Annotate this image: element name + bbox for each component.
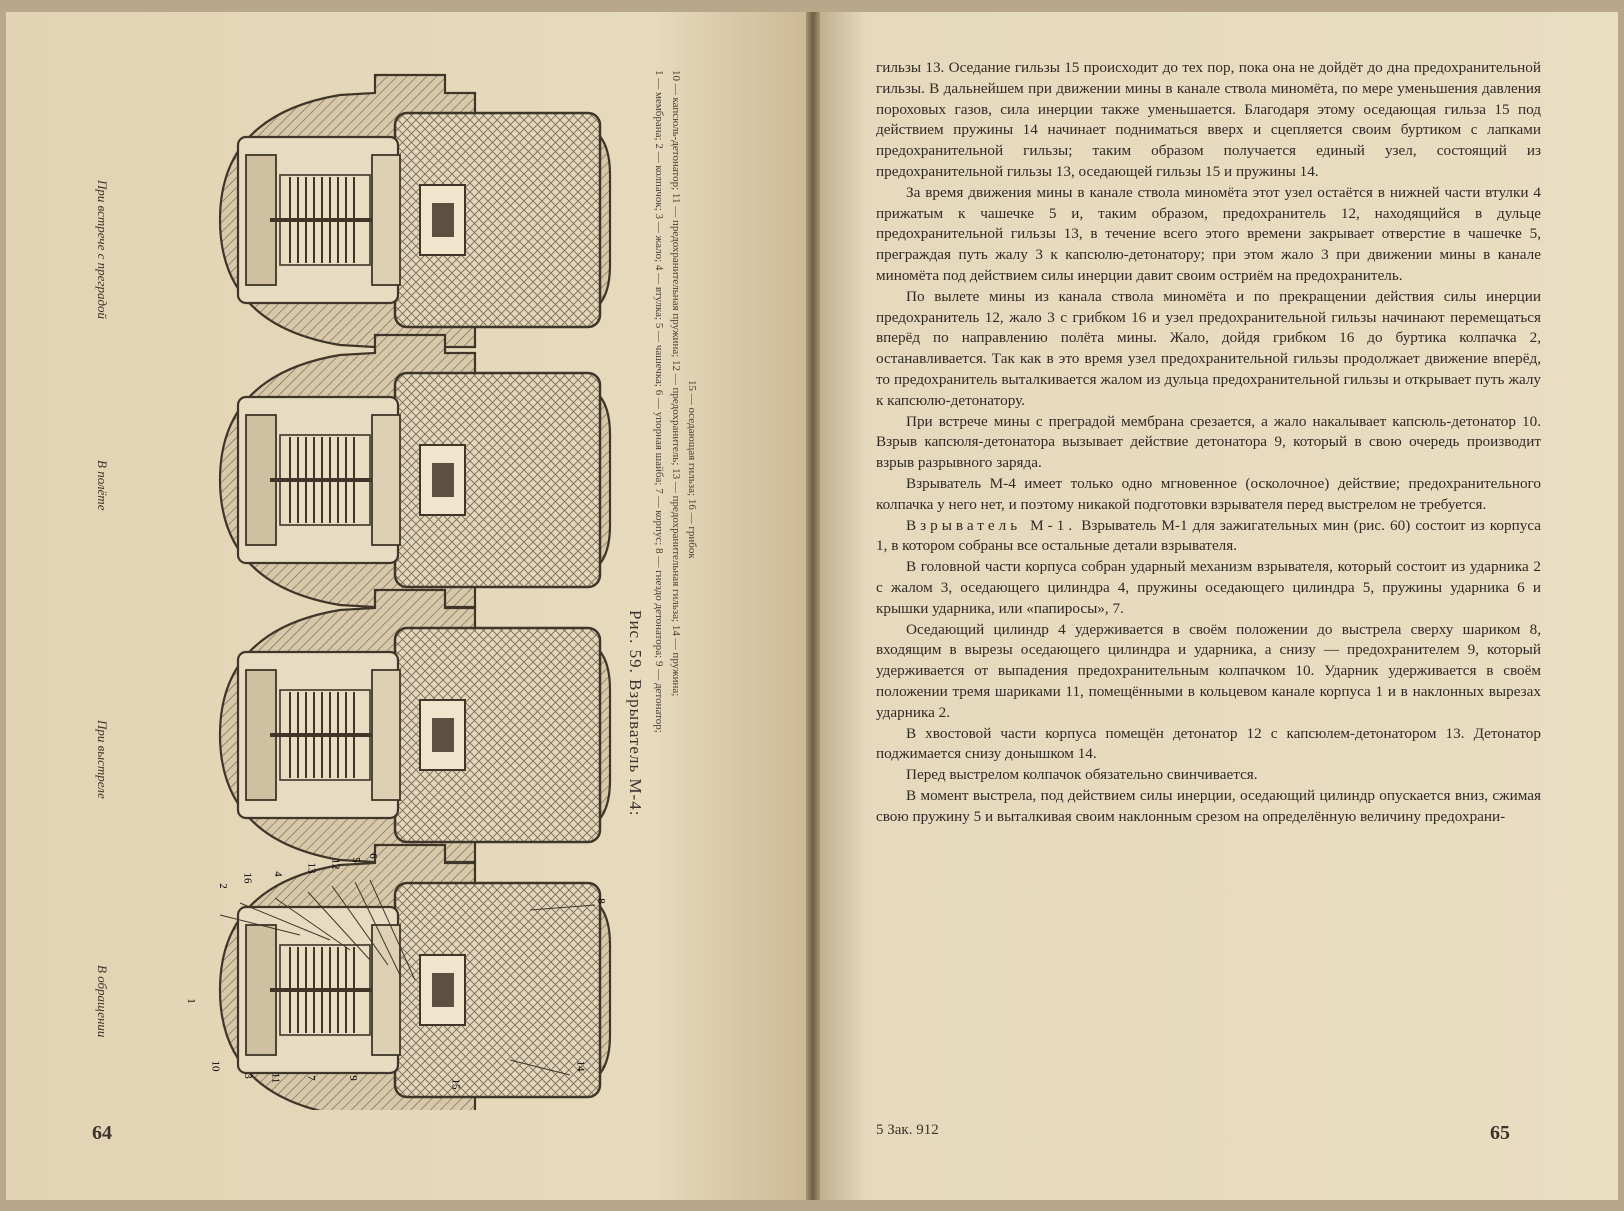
figure-caption: Рис. 59. Взрыватель М-4: <box>626 610 645 817</box>
callout-13: 13 <box>305 862 318 874</box>
paragraph: За время движения мины в канале ствола миномёта этот узел остаётся в нижней части втулки 4 прижатым к чашечке 5 и, таким образом, предохранитель 12, находящийся в дульце предохранительной гильзы 13, в течение всего этого времени закрывает отверстие в чашечке 5, преграждая путь жалу 3 к капсюлю-детонатору; при этом жало 3 при движении мины в канале миномёта под действием силы инерции давит своим остриём на предохранитель. <box>876 183 1541 284</box>
callout-12: 12 <box>329 858 342 870</box>
paragraph-m1-intro <box>876 516 1541 558</box>
view-label-barrier: При встрече с преградой <box>95 180 110 320</box>
callout-10: 10 <box>209 1060 222 1072</box>
view-label-firing: При выстреле <box>95 720 110 799</box>
paragraph: Взрыватель М-4 имеет только одно мгновенное (осколочное) действие; предохранительного колпачка у него нет, и поэтому никакой подготовки взрывателя перед выстрелом не требуется. <box>876 474 1541 513</box>
callout-1: 1 <box>184 998 197 1004</box>
callout-8: 8 <box>594 898 607 904</box>
callout-2: 2 <box>216 883 229 889</box>
paragraph: В хвостовой части корпуса помещён детонатор 12 с капсюлем-детонатором 13. Детонатор поджимается снизу донышком 14. <box>876 724 1541 763</box>
figure-legend-line-1: 1 — мембрана; 2 — колпачок; 3 — жало; 4 — втулка; 5 — чашечка; 6 — упорная шайба; 7 — корпус; 8 — гнездо детонатора; 9 — детонатор; <box>653 70 665 733</box>
callout-5: 5 <box>349 857 362 863</box>
callout-11: 11 <box>269 1072 282 1084</box>
callout-16: 16 <box>241 872 254 884</box>
callout-6: 6 <box>366 853 379 859</box>
figure-legend-line-3: 15 — оседающая гильза; 16 — грибок <box>686 380 698 559</box>
paragraph: гильзы 13. Оседание гильзы 15 происходит до тех пор, пока она не дойдёт до дна предохранительной гильзы. В дальнейшем при движении мины в канале ствола миномёта, по мере уменьшения давления пороховых газов, сила инерции также уменьшается. Благодаря этому оседающая гильза 15 под действием пружины 14 начинает подниматься вверх и сцепляется своим буртиком с лапками предохранительной гильзы; таким образом получается единый узел, состоящий из предохранительной гильзы 13, оседающей гильзы 15 и пружины 14. <box>876 59 1541 180</box>
book-gutter <box>806 12 820 1200</box>
body-text <box>876 58 1541 827</box>
paragraph: Перед выстрелом колпачок обязательно свинчивается. <box>906 766 1258 784</box>
view-label-flight: В полёте <box>95 460 110 511</box>
fuze-cutaway-drawings <box>70 60 710 1110</box>
printer-signature: 5 Зак. 912 <box>876 1122 939 1138</box>
paragraph: По вылете мины из канала ствола миномёта и по прекращении действия силы инерции предохранитель 12, жало 3 с грибком 16 и узел предохранительной гильзы начинают перемещаться вперёд по направлению полёта мины. Жало, дойдя грибком 16 до буртика колпачка 2, останавливается. Так как в это время узел предохранительной гильзы продолжает движение вперёд, то предохранитель выталкивается жалом из дульца предохранительной гильзы и открывает путь жалу к капсюлю-детонатору. <box>876 287 1541 409</box>
callout-4: 4 <box>271 871 284 877</box>
section-heading-m1: Взрыватель М-1. <box>906 516 1077 534</box>
callout-15: 15 <box>449 1078 462 1090</box>
paragraph: В момент выстрела, под действием силы инерции, оседающий цилиндр опускается вниз, сжимая свою пружину 5 и выталкивая своим наклонным срезом на определённую величину предохрани- <box>876 786 1541 825</box>
callout-9: 9 <box>346 1075 359 1081</box>
paragraph-m1-text: Взрыватель М-1 для зажигательных мин (рис. 60) состоит из корпуса 1, в котором собраны все остальные детали взрывателя. <box>876 516 1541 555</box>
paragraph: В головной части корпуса собран ударный механизм взрывателя, который состоит из ударника 2 с жалом 3, оседающего цилиндра 4, пружины оседающего цилиндра 5, пружины ударника 6 и крышки ударника, или «папиросы», 7. <box>876 558 1541 617</box>
paragraph: Оседающий цилиндр 4 удерживается в своём положении до выстрела сверху шариком 8, входящим в вырезы оседающего цилиндра и ударника, а снизу — предохранителем 9, который удерживается от выпадения предохранительным колпачком 10. Ударник удерживается в своём положении тремя шариками 11, помещёнными в кольцевом канале корпуса 1 и в наклонных вырезах ударника 2. <box>876 620 1541 721</box>
callout-14: 14 <box>574 1060 587 1072</box>
callout-7: 7 <box>304 1075 317 1081</box>
callout-3: 3 <box>241 1073 254 1079</box>
figure-fuze-m4 <box>70 60 710 1110</box>
page-number-right: 65 <box>1490 1122 1510 1144</box>
figure-legend-line-2: 10 — капсюль-детонатор; 11 — предохранительная пружина; 12 — предохранитель; 13 — предохранительная гильза; 14 — пружина; <box>670 70 682 697</box>
view-label-handling: В обращении <box>95 965 110 1038</box>
paragraph: При встрече мины с преградой мембрана срезается, а жало накалывает капсюль-детонатор 10. Взрыв капсюля-детонатора вызывает действие детонатора 9, который в свою очередь производит взрыв разрывного заряда. <box>876 412 1541 472</box>
page-number-left: 64 <box>92 1122 112 1144</box>
